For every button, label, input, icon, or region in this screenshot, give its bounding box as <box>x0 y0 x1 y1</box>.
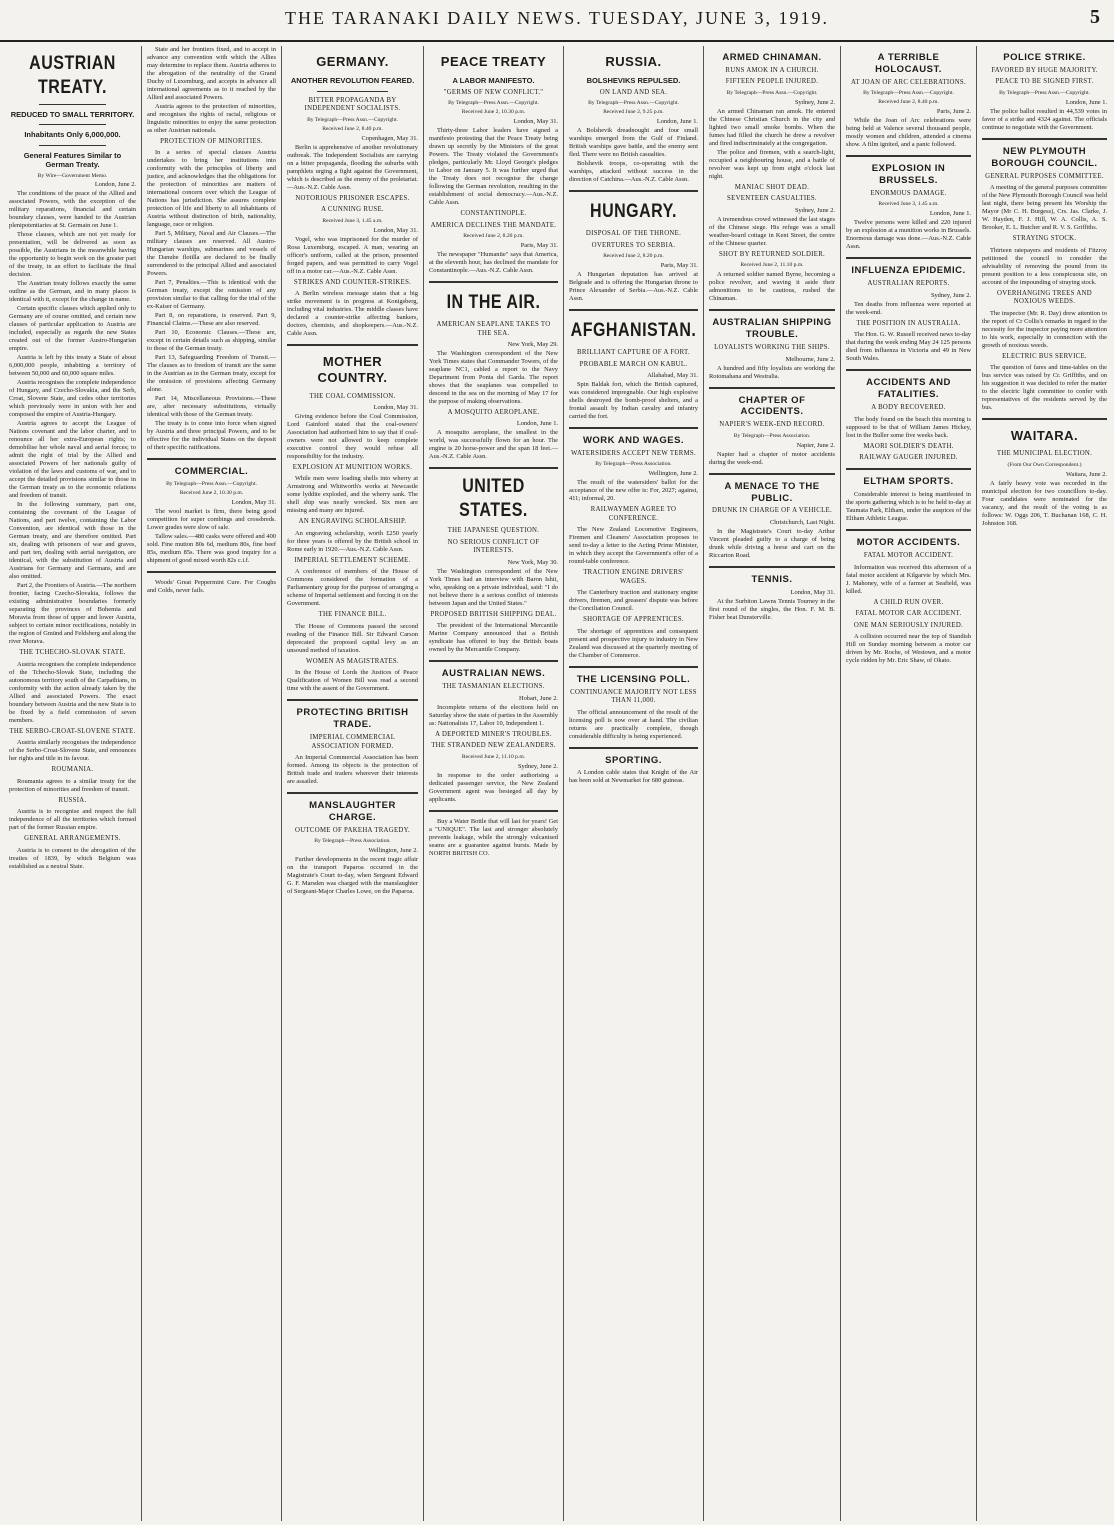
section-heading: WATERSIDERS ACCEPT NEW TERMS. <box>570 449 697 457</box>
headline: IN THE AIR. <box>446 292 541 313</box>
paragraph: While men were loading shells into wherry at Armstrong and Whitworth's works at Newcastle some lyddite exploded, and the wherry sank. The shell ship was nearly wrecked. Six men are missing and many are injured. <box>287 475 418 515</box>
dateline: Melbourne, June 2. <box>785 355 835 363</box>
received-line: Received June 2, 10.30 p.m. <box>179 490 244 497</box>
paragraph: Spin Baldak fort, which the British captured, was considered impregnable. Our high explosive shells destroyed the bomb-proof shelters, and a frontal assault by Indian cavalry and infantry carried the fort. <box>569 381 698 420</box>
divider <box>39 124 106 125</box>
paragraph: Berlin is apprehensive of another revolutionary outbreak. The Independent Socialists are carrying on a bitter propaganda, flooding the suburbs with pamphlets urging a fight against the Government, which is described as the enemy of the proletariat.—Aus.-N.Z. Cable Assn. <box>287 143 418 191</box>
paragraph: Austria agrees to accept the League of Nations covenant and the labor charter, and to renounce all her extra-European rights; to demobilise her whole naval and aerial forces; to admit the right of trial by the Allied and associated Powers of her nationals guilty of violation of the laws and customs of war, and to accept the detailed provisions similar to those in the German treaty as to the economic relations and freedom of transit. <box>9 420 136 500</box>
paragraph: An engraving scholarship, worth £250 yearly for three years is offered by the British school in Rome early in 1920.—Aus.-N.Z. Cable Assn. <box>287 529 418 553</box>
divider <box>429 281 558 283</box>
divider <box>429 467 558 469</box>
column-peace-treaty <box>424 46 564 1521</box>
section-heading: MANIAC SHOT DEAD. <box>734 183 810 191</box>
paragraph: Roumania agrees to a similar treaty for the protection of minorities and freedom of transit. <box>9 777 136 793</box>
headline: GERMANY. <box>316 54 389 69</box>
paragraph: Austria recognises the complete independence of the Tchecho-Slovak State, including the autonomous territory south of the Carpathians, in conformity with the action already taken by the Allied and associated Powers. The exact boundary between Austria and the new State is to be fixed by a field commission of seven members. <box>9 660 136 724</box>
subhead: FAVORED BY HUGE MAJORITY. <box>991 66 1098 74</box>
received-line: Received June 2, 11.10 p.m. <box>461 753 526 760</box>
column-terrible-holocaust <box>841 46 977 1521</box>
dateline: London, June 2. <box>94 181 136 189</box>
subhead: General Features Similar to German Treaty. <box>23 150 122 170</box>
headline: EXPLOSION IN BRUSSELS. <box>871 163 946 187</box>
dateline: London, May 31. <box>231 499 276 507</box>
paragraph: In the following summary, part one, containing the covenant of the League of Nations, and part twelve, containing the Labor Convention, are identical with those in the German treaty, and are therefore omitted. Part six, dealing with prisoners of war and graves, and part ten, dealing with aerial navigation, are identical, with the substitution of Austria and Austrians for Germany and Germans, and are also omitted. <box>9 501 136 581</box>
paragraph: A Hungarian deputation has arrived at Belgrade and is offering the Hungarian throne to Prince Alexander of Serbia.—Aus.-N.Z. Cable Assn. <box>569 271 698 303</box>
received-line: Received June 2, 11.10 p.m. <box>740 262 804 269</box>
section-heading: A CUNNING RUSE. <box>321 206 384 214</box>
subhead: "GERMS OF NEW CONFLICT." <box>443 88 544 96</box>
section-heading: RAILWAYMEN AGREE TO CONFERENCE. <box>590 506 677 522</box>
dateline: London, May 31. <box>790 588 835 596</box>
divider <box>429 810 558 812</box>
subhead: BITTER PROPAGANDA BY INDEPENDENT SOCIALISTS. <box>304 96 401 113</box>
section-heading: A CHILD RUN OVER. <box>873 598 944 606</box>
divider <box>982 138 1107 140</box>
dateline: Paris, May 31. <box>520 242 558 250</box>
section-heading: ENORMOUS DAMAGE. <box>870 189 947 197</box>
paragraph: A tremendous crowd witnessed the last stages of the Chinese siege. His refuge was a small weather-board cottage in Kent Street, the centre of the Chinese quarter. <box>709 215 835 247</box>
received-line: Received June 3, 1.45 a.m. <box>878 201 939 208</box>
section-heading: THE TASMANIAN ELECTIONS. <box>442 683 545 691</box>
section-heading: A MOSQUITO AEROPLANE. <box>447 409 540 416</box>
advertisement: Woods' Great Peppermint Cure. For Coughs and Colds, never fails. <box>147 579 276 595</box>
paragraph: The conditions of the peace of the Allied and associated Powers, with the exception of the military reparations, financial and certain boundary clauses, were handed to the Austrian plenipotentiaries at St. Germain on June 1. <box>9 190 136 230</box>
section-heading: PROPOSED BRITISH SHIPPING DEAL. <box>430 610 557 618</box>
advertisement: Buy a Water Bottle that will last for years! Get a "UNIQUE". The last and stronger absolutely prevents leakage, while the strongly vulcanised seams are a guarantee against bursts. Made by NORTH BRITISH CO. <box>429 817 558 857</box>
headline: AUSTRALIAN SHIPPING TROUBLE. <box>712 317 832 341</box>
section-heading: PROBABLE MARCH ON KABUL. <box>579 360 688 368</box>
section-heading: SHOT BY RETURNED SOLDIER. <box>718 250 826 258</box>
paragraph: In the House of Lords the Justices of Peace Qualification of Women Bill was read a second time with the assent of the Government. <box>287 669 418 693</box>
subhead: REDUCED TO SMALL TERRITORY. <box>10 110 135 119</box>
section-heading: A DEPORTED MINER'S TROUBLES. <box>435 730 552 738</box>
section-heading: PROTECTION OF MINORITIES. <box>160 138 263 145</box>
byline: By Telegraph—Press Assn.—Copyright. <box>726 89 818 96</box>
section-heading: OUTCOME OF PAKEHA TRAGEDY. <box>295 826 410 834</box>
paragraph: Part 13, Safeguarding Freedom of Transit.—The clauses as to freedom of transit are the same in the Austrian as in the German treaty, except for the omission of provisions affecting Germany alone. <box>147 354 276 394</box>
headline: PEACE TREATY <box>440 54 547 69</box>
section-heading: NOTORIOUS PRISONER ESCAPES. <box>295 194 410 202</box>
subhead: RUNS AMOK IN A CHURCH. <box>725 66 819 74</box>
column-treaty-continued <box>142 46 282 1521</box>
divider <box>429 660 558 662</box>
divider <box>569 190 698 192</box>
divider <box>709 309 835 311</box>
section-heading: AN ENGRAVING SCHOLARSHIP. <box>298 518 407 526</box>
headline: ARMED CHINAMAN. <box>722 52 822 63</box>
section-heading: THE POSITION IN AUSTRALIA. <box>856 319 961 327</box>
dateline: Napier, June 2. <box>796 441 835 449</box>
paragraph: Austria agrees to the protection of minorities, and recognises the rights of racial, religious or linguistic minorities to enjoy the same protection as other Austrian nationals. <box>147 103 276 134</box>
paragraph: Thirty-three Labor leaders have signed a manifesto protesting that the Peace Treaty being drawn up secretly by the Ministers of the great Powers. The Treaty violated the Government's pledges, particularly Mr. Lloyd George's pledges to Labor on January 5. It was further urged that the Treaty does not recognise the change following the German revolution, resulting in the establishment of social democracy.—Aus.-N.Z. Cable Assn. <box>429 127 558 207</box>
section-heading: CONSTANTINOPLE. <box>460 210 527 218</box>
paragraph: Vogel, who was imprisoned for the murder of Rosa Luxemburg, escaped. A man, wearing an officer's uniform, called at the prison, presented forged papers, and was permitted to carry Vogel off in a motor car.—Aus.-N.Z. Cable Assn. <box>287 235 418 275</box>
dateline: Wellington, June 2. <box>648 470 698 478</box>
dateline: Christchurch, Last Night. <box>770 518 835 526</box>
section-heading: NAPIER'S WEEK-END RECORD. <box>719 421 825 429</box>
section-heading: STRIKES AND COUNTER-STRIKES. <box>293 278 412 286</box>
section-heading: NO SERIOUS CONFLICT OF INTERESTS. <box>447 538 540 555</box>
section-heading: ELECTRIC BUS SERVICE. <box>1002 352 1087 360</box>
section-heading: RAILWAY GAUGER INJURED. <box>859 453 958 461</box>
paragraph: A mosquito aeroplane, the smallest in the world, was successfully flown for an hour. The engine is 20 horse-power and the span 18 feet.—Aus.-N.Z. Cable Assn. <box>429 429 558 461</box>
paragraph: Considerable interest is being manifested in the sports gathering which is to be held to-day at Taumata Park, Eltham, under the auspices of the Eltham Athletic League. <box>846 491 971 523</box>
paragraph: Part 2, the Frontiers of Austria.—The northern frontier, facing Czecho-Slovakia, follows the existing administrative boundaries formerly separating the provinces of Bohemia and Moravia from those of upper and lower Austria, subject to certain minor rectifications, notably in the region of Gmünd and Feldsberg and along the river Morava. <box>9 582 136 646</box>
byline: By Telegraph—Press Association. <box>595 461 672 468</box>
section-heading: THE MUNICIPAL ELECTION. <box>996 450 1093 458</box>
received-line: Received June 2, 8.40 p.m. <box>878 99 939 106</box>
headline: A MENACE TO THE PUBLIC. <box>724 480 820 504</box>
divider <box>709 387 835 389</box>
dateline: Waitara, June 2. <box>1065 470 1107 478</box>
paragraph: In the Magistrate's Court to-day Arthur Vincent pleaded guilty to a charge of being drunk while driving a horse and cart on the Riccarton Road. <box>709 527 835 559</box>
divider <box>846 529 971 531</box>
received-line: Received June 3, 1.45 a.m. <box>322 217 383 224</box>
section-heading: THE SERBO-CROAT-SLOVENE STATE. <box>9 727 136 735</box>
section-heading: CONTINUANCE MAJORITY NOT LESS THAN 11,000. <box>570 688 697 705</box>
column-germany <box>282 46 424 1521</box>
paragraph: The Canterbury traction and stationary engine drivers, firemen, and greasers' dispute was before the Conciliation Council. <box>569 589 698 613</box>
paragraph: Giving evidence before the Coal Commission, Lord Gainford stated that the coal-owners' Association had authorised him to say that if coal-owners were not allowed to keep complete executive control they would refuse all responsibility for the industry. <box>287 412 418 460</box>
section-heading: THE FINANCE BILL. <box>318 611 387 619</box>
section-heading: TRACTION ENGINE DRIVERS' WAGES. <box>583 569 684 585</box>
paragraph: Part 5, Military, Naval and Air Clauses.—The military clauses are reserved. All Austro-Hungarian warships, submarines and vessels of the Danube flotilla are declared to be finally surrendered to the principal Allied and associated Powers. <box>147 230 276 278</box>
received-line: Received June 2, 8.40 p.m. <box>322 125 383 132</box>
paragraph: A London cable states that Knight of the Air has been sold at Newmarket for 680 guineas. <box>569 769 698 785</box>
byline: By Telegraph—Press Assn.—Copyright. <box>588 100 679 107</box>
headline: COMMERCIAL. <box>174 466 249 478</box>
divider <box>846 369 971 371</box>
headline: UNITED STATES. <box>459 476 528 522</box>
headline: INFLUENZA EPIDEMIC. <box>851 265 966 277</box>
section-heading: GENERAL PURPOSES COMMITTEE. <box>985 172 1104 180</box>
paragraph: The Washington correspondent of the New York Times had an interview with Baron Ishii, who, speaking on a private individual, said: "I do not believe there is a serious conflict of interests between Japan and the United States." <box>429 567 558 607</box>
paragraph: A fairly heavy vote was recorded in the municipal election for two councillors to-day. Four candidates were nominated for the vacancy, and the result of the voting is as follows: W. Oggs 206, T. Buchanan 168, C. H. Johnston 168. <box>982 479 1107 527</box>
dateline: Hobart, June 2. <box>518 694 558 702</box>
byline: By Telegraph—Press Association. <box>314 838 391 845</box>
paragraph: The result of the watersiders' ballot for the acceptance of the new offer is: For, 2027; against, 411; informal, 20. <box>569 479 698 503</box>
paragraph: The wool market is firm, there being good competition for super combings and crossbreds. Lower grades were slow of sale. <box>147 508 276 532</box>
dateline: Sydney, June 2. <box>794 98 835 106</box>
headline: RUSSIA. <box>605 54 662 69</box>
dateline: London, June 1. <box>1065 98 1107 106</box>
section-heading: ONE MAN SERIOUSLY INJURED. <box>853 621 964 629</box>
dateline: London, June 1. <box>656 118 698 126</box>
divider <box>709 566 835 568</box>
dateline: Sydney, June 2. <box>517 762 558 770</box>
divider <box>287 344 418 346</box>
paragraph: Twelve persons were killed and 220 injured by an explosion at a munition works in Brussels. Enormous damage was done.—Aus.-N.Z. Cable Assn. <box>846 219 971 251</box>
byline: By Telegraph—Press Assn.—Copyright. <box>307 116 398 123</box>
section-heading: AMERICAN SEAPLANE TAKES TO THE SEA. <box>436 321 551 337</box>
paragraph: In response to the order authorising a dedicated passenger service, the New Zealand Government agent was besieged all day by applicants. <box>429 771 558 803</box>
section-heading: EXPLOSION AT MUNITION WORKS. <box>292 463 413 471</box>
paragraph: The Austrian treaty follows exactly the same outline as the German, and in many places is identical with it, except for the change in name. <box>9 280 136 304</box>
section-heading: IMPERIAL COMMERCIAL ASSOCIATION FORMED. <box>309 734 396 750</box>
divider <box>846 257 971 259</box>
paragraph: The police ballot resulted in 44,539 votes in favor of a strike and 4324 against. The officials continue to negotiate with the Government. <box>982 107 1107 131</box>
section-heading: A BODY RECOVERED. <box>871 404 946 412</box>
section-heading: DISPOSAL OF THE THRONE. <box>585 230 682 238</box>
column-armed-chinaman <box>704 46 841 1521</box>
paragraph: Bolshevik troops, co-operating with the warships, attacked without success in the direction of Catchina.—Aus.-N.Z. Cable Assn. <box>569 160 698 184</box>
paragraph: Part 8, on reparations, is reserved. Part 9, Financial Claims.—These are also reserved. <box>147 312 276 328</box>
subhead: BOLSHEVIKS REPULSED. <box>586 76 681 86</box>
paragraph: Austria similarly recognises the independence of the Serbo-Croat-Slovene State, and renounces her rights and title in its favour. <box>9 739 136 763</box>
paragraph: Incomplete returns of the elections held on Saturday show the state of parties in the Assembly as: Nationalists 17, Labor 10, Independent 1. <box>429 703 558 727</box>
section-heading: OVERTURES TO SERBIA. <box>591 241 676 249</box>
headline: MOTOR ACCIDENTS. <box>856 537 961 549</box>
section-heading: FATAL MOTOR ACCIDENT. <box>863 552 954 560</box>
paragraph: The treaty is to come into force when signed by Austria and three principal Powers, and to be effective for the individual States on the deposit of their specific ratifications. <box>147 420 276 452</box>
section-heading: STRAYING STOCK. <box>1012 235 1077 243</box>
subhead: PEACE TO BE SIGNED FIRST. <box>995 78 1094 86</box>
headline: AUSTRIAN TREATY. <box>29 53 116 98</box>
masthead <box>0 0 1114 42</box>
paragraph: While the Joan of Arc celebrations were being held at Valence several thousand people, mostly women and children, attended a cinema show. A film ignited, and a panic followed. <box>846 117 971 149</box>
paragraph: The Hon. G. W. Russell received news to-day that during the week ending May 24 125 persons died from influenza in Victoria and 49 in New South Wales. <box>846 331 971 363</box>
paragraph: A collision occurred near the top of Standish Hill on Sunday morning between a motor car driven by Mr. Roche, of Westown, and a motor cycle ridden by Mr. Eric Shaw, of Okato. <box>846 633 971 665</box>
paragraph: Ten deaths from influenza were reported at the week-end. <box>846 300 971 316</box>
divider <box>569 666 698 668</box>
divider <box>147 571 276 573</box>
newspaper-title: THE TARANAKI DAILY NEWS. TUESDAY, JUNE 3, 1919. <box>285 8 829 28</box>
page-number: 5 <box>1090 6 1100 28</box>
paragraph: The question of fares and time-tables on the bus service was raised by Cr. Griffiths, and on his suggestion it was decided to refer the matter to the electric light committee to confer with representatives of the residents served by the bus. <box>982 364 1107 411</box>
section-heading: THE JAPANESE QUESTION. <box>447 527 540 535</box>
paragraph: The newspaper "Humanite" says that America, at the eleventh hour, has declined the mandate for Constantinople.—Aus.-N.Z. Cable Assn. <box>429 251 558 275</box>
section-heading: AMERICA DECLINES THE MANDATE. <box>430 221 557 229</box>
dateline: Paris, May 31. <box>660 262 698 270</box>
paragraph: Information was received this afternoon of a fatal motor accident at Kilgarvie by which Mrs. J. Mahoney, wife of a farmer at Seafield, was killed. <box>846 563 971 595</box>
section-heading: ROUMANIA. <box>51 766 94 774</box>
headline: CHAPTER OF ACCIDENTS. <box>738 394 806 418</box>
section-heading: THE STRANDED NEW ZEALANDERS. <box>431 742 556 750</box>
byline: By Telegraph—Press Association. <box>733 432 811 439</box>
section-heading: SEVENTEEN CASUALTIES. <box>727 195 817 203</box>
dateline: New York, May 29. <box>507 341 558 348</box>
paragraph: In a series of special clauses Austria undertakes to bring her institutions into conformity with the principles of liberty and justice, and acknowledges that the obligations for the protection of minorities are matters of international concern over which the League of Nations has jurisdiction. She assures complete protection of life and liberty to all inhabitants of Austria without distinction of birth, nationality, language, race or religion. <box>147 149 276 229</box>
paragraph: At the Surbiton Lawns Tennis Tourney in the first round of the singles, the Hon. F. M. B. Fisher beat Dunsterville. <box>709 597 835 621</box>
headline: HUNGARY. <box>590 201 677 222</box>
paragraph: Austria is to consent to the abrogation of the treaties of 1839, by which Belgium was established as a neutral State. <box>9 846 136 870</box>
received-line: Received June 2, 8.20 p.m. <box>463 233 524 240</box>
divider <box>846 155 971 157</box>
headline: ELTHAM SPORTS. <box>863 476 954 488</box>
subhead: Inhabitants Only 6,000,000. <box>24 130 121 140</box>
section-heading: LOYALISTS WORKING THE SHIPS. <box>714 344 830 352</box>
paragraph: Certain specific clauses which applied only to Germany are of course omitted, and certain new clauses of particular application to Austria are included, especially as regards the new States created out of the former Austro-Hungarian empire. <box>9 305 136 353</box>
headline: WORK AND WAGES. <box>582 435 685 446</box>
dateline: New York, May 30. <box>507 558 558 566</box>
section-heading: FATAL MOTOR CAR ACCIDENT. <box>855 610 962 618</box>
dateline: Copenhagen, May 31. <box>361 134 418 142</box>
divider <box>317 91 388 92</box>
headline: MOTHER COUNTRY. <box>317 354 388 386</box>
divider <box>569 747 698 749</box>
section-heading: BRILLIANT CAPTURE OF A FORT. <box>577 349 690 357</box>
divider <box>709 473 835 475</box>
divider <box>569 427 698 429</box>
column-austrian-treaty <box>4 46 142 1521</box>
dateline: London, May 31. <box>513 118 558 126</box>
divider <box>846 468 971 470</box>
byline: By Telegraph—Press Assn.—Copyright. <box>999 89 1090 96</box>
dateline: Wellington, June 2. <box>368 847 418 855</box>
dateline: Sydney, June 2. <box>930 291 971 299</box>
paragraph: The official announcement of the result of the licensing poll is now over at hand. The civilian returns are practically complete, though considerable difficulty is being experienced. <box>569 708 698 740</box>
headline: AUSTRALIAN NEWS. <box>441 668 546 680</box>
subhead: ON LAND AND SEA. <box>599 88 668 96</box>
paragraph: A returned soldier named Byrne, becoming a police revolver, and waving it aside their admonitions to be cautious, rushed the Chinaman. <box>709 271 835 303</box>
paragraph: The shortage of apprentices and consequent present and prospective injury to industry in New Zealand was discussed at the quarterly meeting of the Chamber of Commerce. <box>569 627 698 659</box>
byline: By Wire—Government Memo. <box>37 172 108 179</box>
paragraph: The police and firemen, with a search-light, occupied a neighbouring house, and a battle of revolver was kept up from eight o'clock last night. <box>709 148 835 180</box>
paragraph: Part 14, Miscellaneous Provisions.—These are, after necessary substitutions, virtually identical with those of the German treaty. <box>147 395 276 419</box>
byline: By Telegraph—Press Assn.—Copyright. <box>863 90 954 97</box>
dateline: London, June 1. <box>929 210 971 218</box>
paragraph: A hundred and fifty loyalists are working the Rotomahana and Westralia. <box>709 364 835 380</box>
paragraph: A meeting of the general purposes committee of the New Plymouth Borough Council was held last night, there being present his Worship the Mayor (Mr C. H. Burgess), Crs. Jas. Clarke, J. W. Hayden, F. J. Hill, W. A. Collis, A. S. Brooker, E. L. Butcher and R. V. S. Griffiths. <box>982 184 1107 232</box>
byline: (From Our Own Correspondent.) <box>1007 461 1082 468</box>
divider <box>147 458 276 460</box>
paragraph: A Bolshevik dreadnought and four small warships emerged from the Gulf of Finland. British warships gave battle, and the enemy sent fled. There were no British casualties. <box>569 127 698 159</box>
section-heading: MAORI SOLDIER'S DEATH. <box>863 442 954 450</box>
paragraph: State and her frontiers fixed, and to accept in advance any convention with which the Allies may determine to replace them. Austria adheres to the abrogation of the neutrality of the Grand Duchy of Luxemburg, and accepts in advance all international agreements as to it reached by the Allied and associated Powers. <box>147 46 276 101</box>
paragraph: The House of Commons passed the second reading of the Finance Bill. Sir Edward Carson deprecated the proposed capital levy as an unsound method of taxation. <box>287 622 418 654</box>
paragraph: An Imperial Commercial Association has been formed. Among its objects is the protection of British trade and traders wherever their interests are assailed. <box>287 754 418 786</box>
headline: ACCIDENTS AND FATALITIES. <box>866 377 951 401</box>
section-heading: IMPERIAL SETTLEMENT SCHEME. <box>294 556 411 564</box>
received-line: Received June 2, 8.20 p.m. <box>603 253 664 260</box>
paragraph: An armed Chinaman ran amok. He entered the Chinese Christian Church in the city and lighted two small smoke bombs. When the fumes had filled the church he drew a revolver and fired indiscriminately at the congregation. <box>709 107 835 147</box>
dateline: Allahabad, May 31. <box>647 372 698 379</box>
headline: MANSLAUGHTER CHARGE. <box>309 800 396 823</box>
paragraph: Austria is left by this treaty a State of about 6,000,000 people, inhabiting a territory of between 50,000 and 60,000 square miles. <box>9 354 136 378</box>
paragraph: A Berlin wireless message states that a big strike movement is in progress at Konigsberg, including vital industries. The middle classes have declared a counter-strike affecting bankers, doctors, chemists, and shopkeepers.—Aus.-N.Z. Cable Assn. <box>287 290 418 337</box>
paragraph: Austria is to recognise and respect the full independence of all the territories which formed part of the former Russian empire. <box>9 808 136 832</box>
dateline: London, May 31. <box>373 226 418 234</box>
paragraph: Napier had a chapter of motor accidents during the week-end. <box>709 450 835 466</box>
section-heading: DRUNK IN CHARGE OF A VEHICLE. <box>712 507 832 515</box>
section-heading: THE COAL COMMISSION. <box>309 392 396 400</box>
headline: A TERRIBLE HOLOCAUST. <box>875 52 942 75</box>
headline: NEW PLYMOUTH BOROUGH COUNCIL. <box>991 145 1098 169</box>
headline: POLICE STRIKE. <box>1003 52 1086 63</box>
paragraph: The president of the International Mercantile Marine Company announced that a British syndicate has offered to buy the British boats owned by the Mercantile Company. <box>429 622 558 654</box>
divider <box>39 104 106 105</box>
section-heading: GENERAL ARRANGEMENTS. <box>24 835 121 843</box>
dateline: London, June 1. <box>516 420 558 428</box>
headline: THE LICENSING POLL. <box>576 673 691 685</box>
section-heading: SHORTAGE OF APPRENTICES. <box>583 616 684 624</box>
paragraph: Those clauses, which are not yet ready for presentation, will be delivered as soon as possible, the Austrians in the meanwhile having the opportunity to begin work on the greater part of the treaty, in an effort to facilitate the final decision. <box>9 231 136 279</box>
received-line: Received June 2, 10.30 p.m. <box>461 109 526 116</box>
headline: SPORTING. <box>605 754 662 766</box>
column-russia <box>564 46 704 1521</box>
paragraph: The body found on the beach this morning is supposed to be that of William James Hickey, lost in the Buller some five weeks back. <box>846 415 971 439</box>
dateline: Sydney, June 2. <box>794 206 835 214</box>
paragraph: A conference of members of the House of Commons considered the formation of a Parliamentary group for the purpose of arranging a scheme of Imperial settlement and forcing it on the Government. <box>287 568 418 608</box>
headline: PROTECTING BRITISH TRADE. <box>296 707 409 731</box>
subhead: AT JOAN OF ARC CELEBRATIONS. <box>851 78 966 86</box>
paragraph: Tallow sales.—480 casks were offered and 400 sold. Fine mutton 80s 6d, medium 80s, fine beef 85s, medium 85s. There was good inquiry for a shipment of good mixed worth 82s c.i.f. <box>147 533 276 565</box>
paragraph: The Washington correspondent of the New York Times states that Commander Towers, of the seaplane NC1, cabled a report to the Navy Department from Ponta del Garda. The report shows that the seaplanes was compelled to descend in the sea on the morning of May 17 for the purpose of making observations. <box>429 350 558 405</box>
divider <box>982 418 1107 420</box>
paragraph: Austria recognises the complete independence of Hungary, and Czecho-Slovakia, and the Serb, Croat, Slovene State, and cedes other territories which previously were in union with her and composed the empire of Austria-Hungary. <box>9 379 136 419</box>
section-heading: WOMEN AS MAGISTRATES. <box>306 657 399 665</box>
paragraph: The inspector (Mr. R. Day) drew attention to the report of Cr Collis's remarks in regard to the necessity for the inspector paying more attention to his work, especially in connection with the growth of noxious weeds. <box>982 309 1107 349</box>
headline: TENNIS. <box>751 573 793 585</box>
paragraph: Part 10, Economic Clauses.—These are, except in certain details such as shipping, similar to those of the German treaty. <box>147 329 276 353</box>
paragraph: Part 7, Penalties.—This is identical with the German treaty, except the omission of any provision similar to that calling for the trial of the ex-Kaiser of Germany. <box>147 279 276 311</box>
paragraph: Thirteen ratepayers and residents of Fitzroy petitioned the council to consider the advisability of removing the pound from its present position to a less conspicuous site, on account of the impounding of straying stock. <box>982 246 1107 286</box>
subhead: ANOTHER REVOLUTION FEARED. <box>290 76 415 86</box>
section-heading: AUSTRALIAN REPORTS. <box>867 280 950 288</box>
byline: By Telegraph—Press Assn.—Copyright. <box>448 100 539 107</box>
section-heading: THE TCHECHO-SLOVAK STATE. <box>19 649 126 657</box>
subhead: FIFTEEN PEOPLE INJURED. <box>725 78 819 86</box>
paragraph: Further developments in the recent tragic affair on the transport Paparoa occurred in the Magistrate's Court to-day, when Sergeant Edward G. F. Marsden was charged with the manslaughter of Sergeant-Major Charles Lowe, on the Paparoa. <box>287 856 418 896</box>
section-heading: OVERHANGING TREES AND NOXIOUS WEEDS. <box>997 289 1092 306</box>
paragraph: The New Zealand Locomotive Engineers, Firemen and Cleaners' Association proposes to send to-day a letter to the Acting Prime Minister, in which they accept the Government's offer of a round-table conference. <box>569 526 698 566</box>
dateline: Paris, June 2. <box>936 108 971 116</box>
dateline: London, May 31. <box>373 403 418 411</box>
columns <box>4 46 1112 1521</box>
subhead: A LABOR MANIFESTO. <box>452 76 535 86</box>
received-line: Received June 2, 9.25 p.m. <box>603 109 664 116</box>
divider <box>287 792 418 794</box>
headline: AFGHANISTAN. <box>570 320 697 341</box>
divider <box>39 145 106 146</box>
column-police-strike <box>977 46 1112 1521</box>
byline: By Telegraph—Press Assn.—Copyright. <box>166 481 257 488</box>
divider <box>569 309 698 311</box>
section-heading: RUSSIA. <box>58 796 87 804</box>
headline: WAITARA. <box>1010 428 1079 443</box>
divider <box>287 699 418 701</box>
